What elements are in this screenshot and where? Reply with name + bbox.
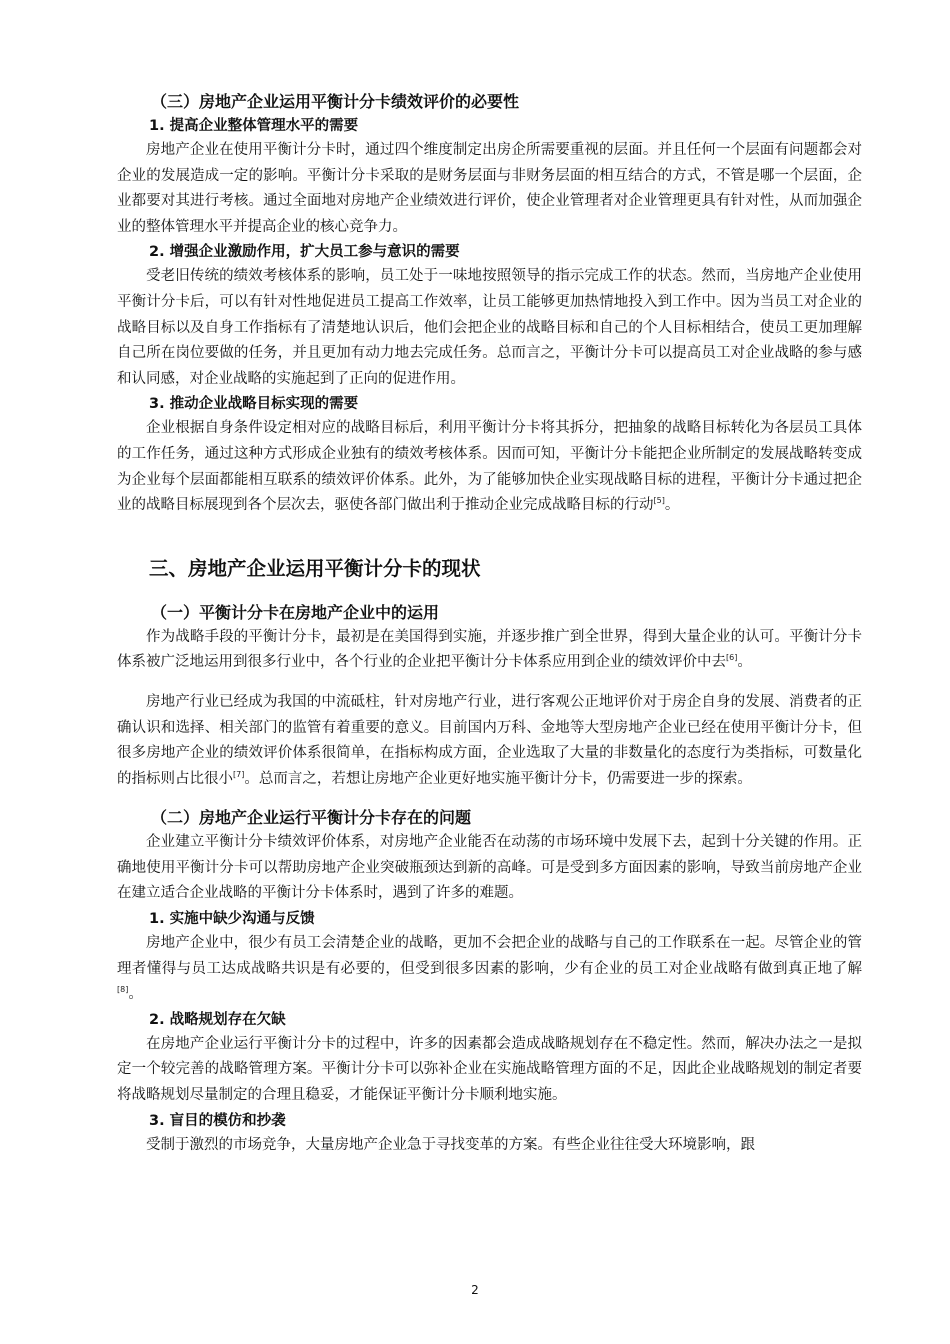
paragraph-tail: 。 bbox=[664, 497, 680, 514]
paragraph-tail: 。 bbox=[737, 654, 752, 671]
paragraph-text: 作为战略手段的平衡计分卡，最初是在美国得到实施，并逐步推广到全世界，得到大量企业的认可。平衡计分卡体系被广泛地运用到很多行业中，各个行业的企业把平衡计分卡体系应用到企业的绩效评价中去 bbox=[117, 628, 862, 671]
paragraph-tail: 。 bbox=[128, 986, 143, 1003]
paragraph-c1-1 bbox=[117, 625, 862, 676]
paragraph-3-3 bbox=[117, 416, 862, 518]
citation-ref: [5] bbox=[653, 496, 665, 506]
paragraph-3-2: 受老旧传统的绩效考核体系的影响，员工处于一味地按照领导的指示完成工作的状态。然而，当房地产企业使用平衡计分卡后，可以有针对性地促进员工提高工作效率，让员工能够更加热情地投入到工作中。因为当员工对企业的战略目标以及自身工作指标有了清楚地认识后，他们会把企业的战略目标和自己的个人目标相结合，使员工更加理解自己所在岗位要做的任务，并且更加有动力地去完成任务。总而言之，平衡计分卡可以提高员工对企业战略的参与感和认同感，对企业战略的实施起到了正向的促进作用。 bbox=[117, 268, 862, 387]
paragraph-c2-3: 受制于激烈的市场竞争，大量房地产企业急于寻找变革的方案。有些企业往往受大环境影响，跟 bbox=[146, 1136, 755, 1153]
subheading-3-1: 1. 提高企业整体管理水平的需要 bbox=[149, 118, 359, 134]
citation-ref: [6] bbox=[726, 653, 738, 663]
paragraph-gap bbox=[117, 676, 862, 690]
chapter-heading: 三、房地产企业运用平衡计分卡的现状 bbox=[149, 556, 481, 580]
section-heading-1: （一）平衡计分卡在房地产企业中的运用 bbox=[151, 602, 440, 622]
subheading-c2-3: 3. 盲目的模仿和抄袭 bbox=[149, 1112, 286, 1129]
paragraph-text: 企业根据自身条件设定相对应的战略目标后，利用平衡计分卡将其拆分，把抽象的战略目标转化为各层员工具体的工作任务，通过这种方式形成企业独有的绩效考核体系。因而可知，平衡计分卡能把企业所制定的发展战略转变成为企业每个层面都能相互联系的绩效评价体系。此外，为了能够加快企业实现战略目标的进程，平衡计分卡通过把企业的战略目标展现到各个层次去，驱使各部门做出利于推动企业完成战略目标的行动 bbox=[117, 420, 862, 514]
paragraph-c2: 企业建立平衡计分卡绩效评价体系，对房地产企业能否在动荡的市场环境中发展下去，起到十分关键的作用。正确地使用平衡计分卡可以帮助房地产企业突破瓶颈达到新的高峰。可是受到多方面因素的影响，导致当前房地产企业在建立适合企业战略的平衡计分卡体系时，遇到了许多的难题。 bbox=[117, 834, 862, 902]
paragraph-text: 房地产行业已经成为我国的中流砥柱，针对房地产行业，进行客观公正地评价对于房企自身的发展、消费者的正确认识和选择、相关部门的监管有着重要的意义。目前国内万科、金地等大型房地产企业已经在使用平衡计分卡，但很多房地产企业的绩效评价体系很简单，在指标构成方面，企业选取了大量的非数量化的态度行为类指标，可数量化的指标则占比很小 bbox=[117, 693, 862, 787]
section-heading-3: （三）房地产企业运用平衡计分卡绩效评价的必要性 bbox=[151, 92, 520, 111]
page-number: 2 bbox=[471, 1283, 479, 1297]
citation-ref: [7] bbox=[233, 769, 245, 779]
subheading-c2-1: 1. 实施中缺少沟通与反馈 bbox=[149, 911, 315, 928]
paragraph-gap bbox=[117, 792, 862, 806]
subheading-3-3: 3. 推动企业战略目标实现的需要 bbox=[149, 396, 359, 413]
subheading-c2-2: 2. 战略规划存在欠缺 bbox=[149, 1011, 286, 1028]
paragraph-c2-1 bbox=[117, 931, 862, 1008]
paragraph-text: 房地产企业中，很少有员工会清楚企业的战略，更加不会把企业的战略与自己的工作联系在一起。尽管企业的管理者懂得与员工达成战略共识是有必要的，但受到很多因素的影响，少有企业的员工对企业战略有做到真正地了解 bbox=[117, 935, 862, 977]
paragraph-c1-2 bbox=[117, 690, 862, 792]
page-content bbox=[117, 90, 862, 1158]
paragraph-tail: 。总而言之，若想让房地产企业更好地实施平衡计分卡，仍需要进一步的探索。 bbox=[244, 770, 752, 787]
subheading-3-2: 2. 增强企业激励作用，扩大员工参与意识的需要 bbox=[149, 244, 460, 261]
section-heading-2: （二）房地产企业运行平衡计分卡存在的问题 bbox=[151, 808, 472, 828]
paragraph-c2-2: 在房地产企业运行平衡计分卡的过程中，许多的因素都会造成战略规划存在不稳定性。然而，解决办法之一是拟定一个较完善的战略管理方案。平衡计分卡可以弥补企业在实施战略管理方面的不足，因此企业战略规划的制定者要将战略规划尽量制定的合理且稳妥，才能保证平衡计分卡顺利地实施。 bbox=[117, 1035, 862, 1104]
citation-ref: [8] bbox=[117, 985, 129, 995]
paragraph-3-1: 房地产企业在使用平衡计分卡时，通过四个维度制定出房企所需要重视的层面。并且任何一个层面有问题都会对企业的发展造成一定的影响。平衡计分卡采取的是财务层面与非财务层面的相互结合的方式，不管是哪一个层面，企业都要对其进行考核。通过全面地对房地产企业绩效进行评价，使企业管理者对企业管理更具有针对性，从而加强企业的整体管理水平并提高企业的核心竞争力。 bbox=[117, 142, 862, 235]
